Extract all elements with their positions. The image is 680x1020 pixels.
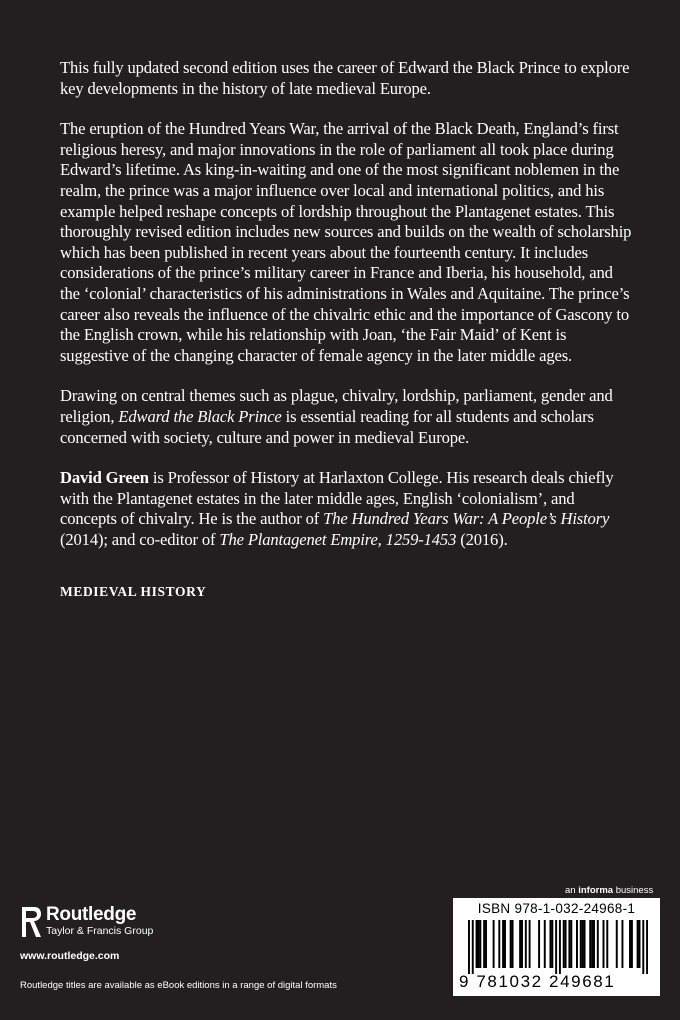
barcode-bar (559, 920, 561, 974)
barcode-bar (485, 920, 487, 968)
barcode-bar (498, 920, 500, 968)
ebook-availability-note: Routledge titles are available as eBook editions in a range of digital formats (20, 980, 337, 991)
author-bio (60, 468, 632, 550)
barcode-bar (521, 920, 523, 968)
barcode-bar (639, 920, 641, 968)
publisher-logo (20, 905, 153, 939)
barcode-bar (510, 920, 512, 968)
barcode-bar (483, 920, 485, 968)
publisher-group: Taylor & Francis Group (46, 925, 154, 937)
isbn-label: ISBN 978-1-032-24968-1 (477, 901, 636, 916)
barcode-bar (472, 920, 474, 974)
barcode-bar (603, 920, 605, 968)
back-cover-blurb (60, 58, 632, 603)
author-book-title-1: The Hundred Years War: A People’s History (323, 509, 610, 529)
book-title-reference: Edward the Black Prince (118, 406, 282, 426)
author-bio-text-3: (2016). (456, 529, 508, 549)
publisher-name: Routledge (46, 904, 137, 925)
readership-text-after: is essential reading for all students and scholars concerned with society, culture and power in medieval Europe. (60, 406, 594, 447)
barcode-bar (584, 920, 586, 968)
barcode-bar (549, 920, 551, 968)
barcode-digits: 9 781032 249681 (459, 972, 616, 991)
barcode-bar (597, 920, 599, 968)
blurb-paragraph-readership (60, 386, 632, 448)
barcode-bar (544, 920, 546, 968)
subject-category: MEDIEVAL HISTORY (60, 584, 207, 600)
barcode-bar (570, 920, 572, 968)
barcode-bar (593, 920, 595, 968)
readership-text-before: Drawing on central themes such as plague, chivalry, lordship, parliament, gender and religion, (60, 386, 613, 426)
barcode-bar (502, 920, 504, 968)
informa-business-label (565, 885, 653, 896)
blurb-paragraph-summary: The eruption of the Hundred Years War, the arrival of the Black Death, England’s first religious heresy, and major innovations in the role of parliament all took place during Edward’s lifetime. As king-in-waiting and one of the most significant noblemen in the realm, the prince was a major influence over local and international politics, and his example helped reshape concepts of lordship throughout the Plantagenet estates. This thoroughly revised edition includes new sources and builds on the wealth of scholarship which has been published in recent years about the fourteenth century. It includes considerations of the prince’s military career in France and Iberia, his household, and the ‘colonial’ characteristics of his administrations in Wales and Aquitaine. The prince’s career also reveals the influence of the chivalric ethic and the importance of Gascony to the English crown, while his relationship with Joan, ‘the Fair Maid’ of Kent is suggestive of the changing character of female agency in the later middle ages. (60, 119, 632, 365)
informa-name: informa (578, 885, 614, 896)
author-book-title-2: The Plantagenet Empire, 1259-1453 (219, 529, 457, 549)
blurb-paragraph-intro: This fully updated second edition uses the career of Edward the Black Prince to explore key developments in the history of late medieval Europe. (60, 58, 630, 98)
barcode-bar (525, 920, 527, 968)
informa-suffix: business (613, 885, 654, 896)
barcode-bar (646, 920, 648, 974)
informa-prefix: an (565, 885, 579, 896)
barcode-bar (629, 920, 631, 968)
barcode-bar (642, 920, 644, 974)
publisher-website[interactable]: www.routledge.com (20, 950, 120, 962)
barcode-bar (637, 920, 639, 968)
barcode-bar (580, 920, 582, 968)
routledge-logo-icon (20, 905, 42, 939)
barcode-bar (555, 920, 557, 974)
barcode-bar (504, 920, 506, 968)
barcode-bar (616, 920, 618, 968)
barcode-bars (468, 920, 648, 974)
barcode-bar (468, 920, 470, 974)
barcode-bar (563, 920, 565, 968)
author-name: David Green (60, 468, 149, 488)
barcode-bar (591, 920, 593, 968)
barcode-bar (479, 920, 481, 968)
barcode-bar (565, 920, 567, 968)
barcode-bar (631, 920, 633, 968)
barcode-bar (621, 920, 623, 968)
barcode-bar (538, 920, 540, 968)
author-bio-text-2: (2014); and co-editor of (60, 529, 220, 549)
barcode-bar (551, 920, 553, 968)
isbn-barcode (453, 898, 660, 996)
barcode-bar (519, 920, 521, 968)
barcode-bar (589, 920, 591, 968)
barcode-bar (606, 920, 608, 968)
barcode-bar (582, 920, 584, 968)
barcode-bar (576, 920, 578, 968)
barcode-bar (529, 920, 531, 968)
barcode-bar (512, 920, 514, 968)
barcode-bar (476, 920, 478, 968)
author-bio-text-1: is Professor of History at Harlaxton College. His research deals chiefly with the Plantagenet estates in the later middle ages, English ‘colonialism’, and concepts of chivalry. He is the author of (60, 468, 614, 529)
barcode-bar (568, 920, 570, 968)
barcode-bar (493, 920, 495, 968)
barcode-bar (477, 920, 479, 968)
